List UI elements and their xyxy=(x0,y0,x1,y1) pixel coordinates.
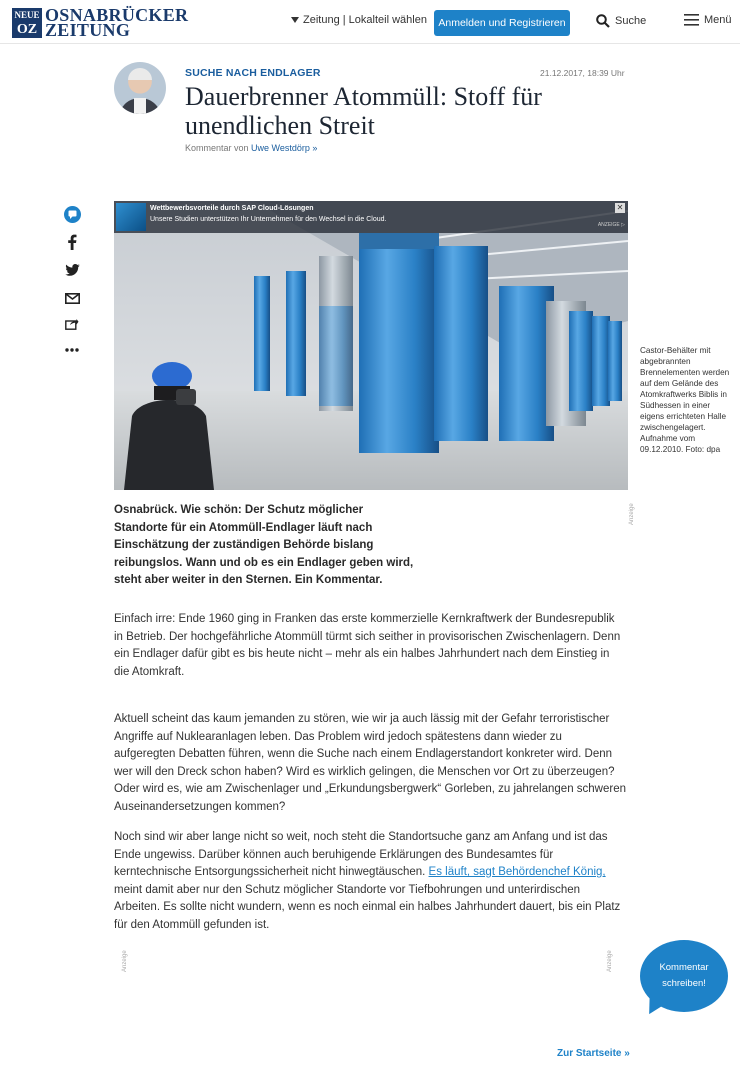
close-ad-icon[interactable]: ✕ xyxy=(616,203,624,212)
search-icon xyxy=(596,14,610,28)
ad-label: Anzeige xyxy=(629,503,635,525)
author-link-arrow: » xyxy=(312,143,318,153)
region-selector-label: Zeitung | Lokalteil wählen xyxy=(303,14,427,26)
more-icon[interactable] xyxy=(62,341,82,359)
comment-line2: schreiben! xyxy=(662,978,706,989)
share-icon[interactable] xyxy=(62,315,82,333)
logo-name-line2: ZEITUNG xyxy=(45,20,131,40)
home-link-arrow: » xyxy=(624,1048,630,1059)
logo-neue: NEUE xyxy=(12,8,42,22)
ad-banner[interactable] xyxy=(114,201,628,233)
author-link[interactable]: Uwe Westdörp xyxy=(251,143,310,153)
article-lead: Osnabrück. Wie schön: Der Schutz möglicher Standorte für ein Atommüll-Endlager läuft nach Einschätzung der zuständigen Behörde bislang reibungslos. Wann und ob es ein Endlager geben wird, steht aber weiter in den Sternen. Ein Kommentar. xyxy=(114,504,414,586)
comment-line1: Kommentar xyxy=(659,962,709,973)
ad-thumbnail xyxy=(116,203,146,231)
author-avatar[interactable] xyxy=(114,62,166,114)
article-paragraph xyxy=(114,829,626,934)
byline-prefix: Kommentar von xyxy=(185,143,249,153)
logo-name-line1: OSNABRÜCKER xyxy=(45,5,189,25)
paragraph-text: Noch sind wir aber lange nicht so weit, noch steht die Standortsuche ganz am Anfang und ist das Ende ungewiss. Darüber können auch beruhigende Erklärungen des Bundesamtes für kerntechnische Entsorgungssicherheit nicht hinwegtäuschen. xyxy=(114,831,608,878)
home-link[interactable] xyxy=(557,1048,630,1059)
search-button[interactable] xyxy=(596,14,646,28)
twitter-icon[interactable] xyxy=(62,261,82,279)
ad-label: Anzeige xyxy=(607,950,613,972)
paragraph-text: meint damit aber nur den Schutz möglicher Standorte vor Tiefbohrungen und unterirdischen Arbeiten. Es sollte nicht wundern, wenn es noch einmal ein halbes Jahrhundert dauert, bis ein Platz für den Atommüll gefunden ist. xyxy=(114,883,621,931)
article-kicker: SUCHE NACH ENDLAGER xyxy=(185,67,321,79)
logo-oz: OZ xyxy=(12,22,42,38)
article-paragraph: Einfach irre: Ende 1960 ging in Franken das erste kommerzielle Kernkraftwerk der Bundesrepublik in Betrieb. Der hochgefährliche Atommüll türmt sich seither in provisorischen Zwischenlagern. Denn ein Endlager dafür gibt es bis heute nicht – mehr als ein halbes Jahrhundert nach dem Einstieg in die Atomkraft. xyxy=(114,613,621,678)
ad-mark: ANZEIGE ▷ xyxy=(597,222,625,228)
ad-title: Wettbewerbsvorteile durch SAP Cloud-Lösungen xyxy=(150,205,314,212)
write-comment-button[interactable] xyxy=(640,940,728,1015)
site-header xyxy=(0,0,740,44)
menu-button[interactable] xyxy=(684,14,732,26)
home-link-label: Zur Startseite xyxy=(557,1048,622,1059)
facebook-icon[interactable] xyxy=(62,233,82,251)
article-inline-link[interactable]: Es läuft, sagt Behördenchef König, xyxy=(428,866,606,878)
region-selector[interactable] xyxy=(291,14,427,26)
castor-hall-photo xyxy=(114,201,628,490)
hero-image[interactable] xyxy=(114,201,628,490)
article-title: Dauerbrenner Atommüll: Stoff für unendlichen Streit xyxy=(185,82,542,140)
login-button[interactable]: Anmelden und Registrieren xyxy=(434,10,570,36)
article-date: 21.12.2017, 18:39 Uhr xyxy=(540,68,625,78)
hamburger-icon xyxy=(684,14,699,26)
triangle-down-icon xyxy=(291,17,299,23)
email-icon[interactable] xyxy=(62,289,82,307)
ad-label: Anzeige xyxy=(122,950,128,972)
site-logo[interactable] xyxy=(12,5,192,40)
menu-label: Menü xyxy=(704,14,732,26)
byline xyxy=(185,143,317,153)
ad-text: Unsere Studien unterstützen Ihr Unternehmen für den Wechsel in die Cloud. xyxy=(150,216,387,223)
image-caption: Castor-Behälter mit abgebrannten Brennelementen werden auf dem Gelände des Atomkraftwerks Biblis in Südhessen in einer eigens errichteten Halle zwischengelagert. Aufnahme vom 09.12.2010. Foto: dpa xyxy=(640,346,730,454)
search-label: Suche xyxy=(615,15,647,27)
article-paragraph: Aktuell scheint das kaum jemanden zu stören, wie wir ja auch lässig mit der Gefahr terroristischer Angriffe auf Nuklearanlagen leben. Das Problem wird jedoch spätestens dann wieder zu aufgeregten Debatten führen, wenn die Suche nach einem Endlagerstandort konkreter wird. Denn wer will den Dreck schon haben? Wird es wirklich gelingen, die Menschen vor Ort zu überzeugen? Oder wird es, wie am Zwischenlager und „Erkundungsbergwerk“ Gorleben, zu jahrelangen schweren Auseinandersetzungen kommen? xyxy=(114,713,627,813)
comment-icon[interactable] xyxy=(62,205,82,223)
